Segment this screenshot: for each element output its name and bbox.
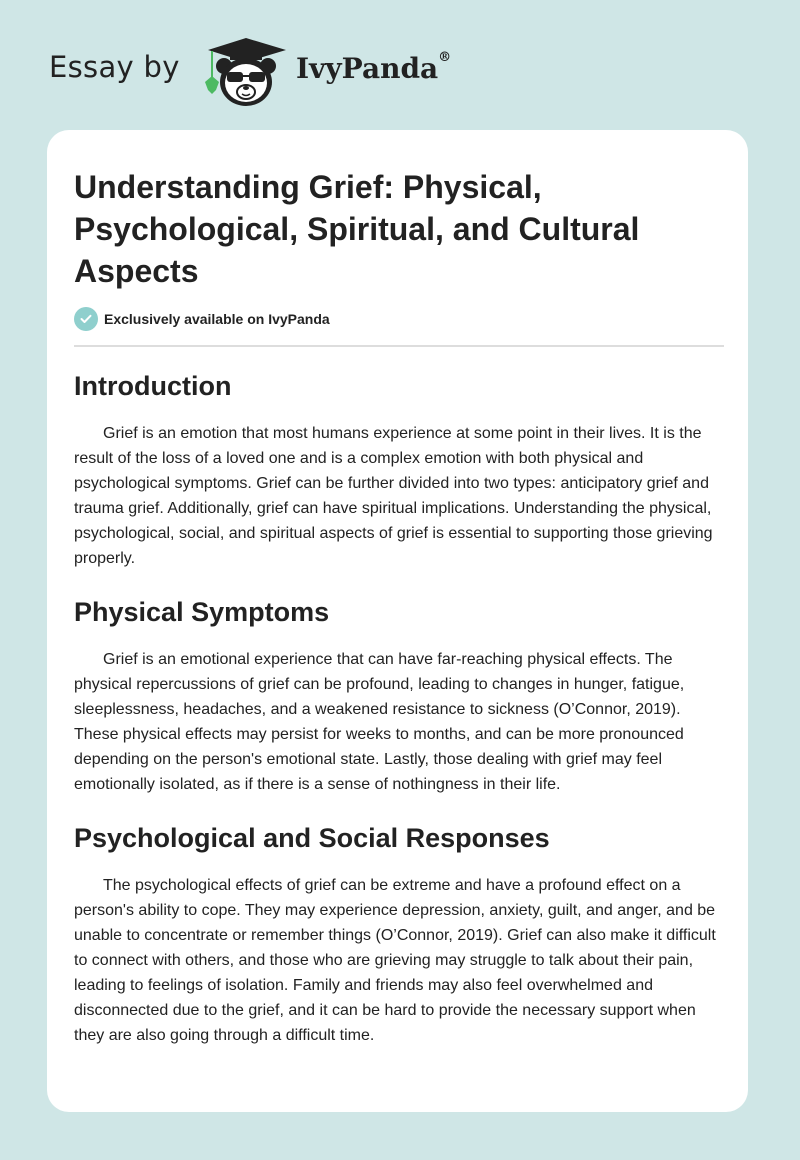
- essay-by-label: Essay by: [49, 50, 180, 84]
- section-heading: Physical Symptoms: [74, 597, 330, 627]
- panda-graduation-cap-icon[interactable]: [200, 36, 292, 108]
- section-paragraph: Grief is an emotion that most humans experience at some point in their lives. It is the result of the loss of a loved one and is a complex emotion with both physical and psychological symptoms. Grief can be further divided into two types: anticipatory grief and trauma grief. Additionally, grief can have spiritual implications. Understanding the physical, psychological, social, and spiritual aspects of grief is essential to supporting those grieving properly.: [74, 425, 713, 567]
- check-circle-icon: [74, 307, 98, 331]
- section-introduction: [74, 369, 724, 571]
- section-psychological-social: [74, 821, 724, 1048]
- registered-mark: ®: [438, 50, 452, 65]
- section-paragraph: The psychological effects of grief can be extreme and have a profound effect on a person's ability to cope. They may experience depression, anxiety, guilt, and anger, and be unable to concentrate or remember things (O’Connor, 2019). Grief can also make it difficult to connect with others, and those who are grieving may struggle to talk about their pain, leading to feelings of isolation. Family and friends may also feel overwhelmed and disconnected due to the grief, and it can be hard to provide the necessary support when they are also going through a difficult time.: [74, 877, 716, 1044]
- section-physical-symptoms: [74, 595, 724, 797]
- brand-name[interactable]: [296, 52, 451, 85]
- section-heading: Introduction: [74, 371, 232, 401]
- section-heading: Psychological and Social Responses: [74, 823, 550, 853]
- divider: [74, 345, 724, 347]
- site-header: [0, 0, 800, 130]
- badge-text: Exclusively available on IvyPanda: [104, 311, 330, 327]
- exclusive-badge: [74, 306, 330, 332]
- page-title: Understanding Grief: Physical, Psychological, Spiritual, and Cultural Aspects: [74, 169, 640, 289]
- essay-card: [47, 130, 748, 1112]
- brand-name-text: IvyPanda: [296, 52, 439, 85]
- section-paragraph: Grief is an emotional experience that can have far-reaching physical effects. The physical repercussions of grief can be profound, leading to changes in hunger, fatigue, sleeplessness, headaches, and a weakened resistance to sickness (O’Connor, 2019). These physical effects may persist for weeks to months, and can be more pronounced depending on the person's emotional state. Lastly, those dealing with grief may feel emotionally isolated, as if there is a sense of nothingness in their life.: [74, 651, 685, 793]
